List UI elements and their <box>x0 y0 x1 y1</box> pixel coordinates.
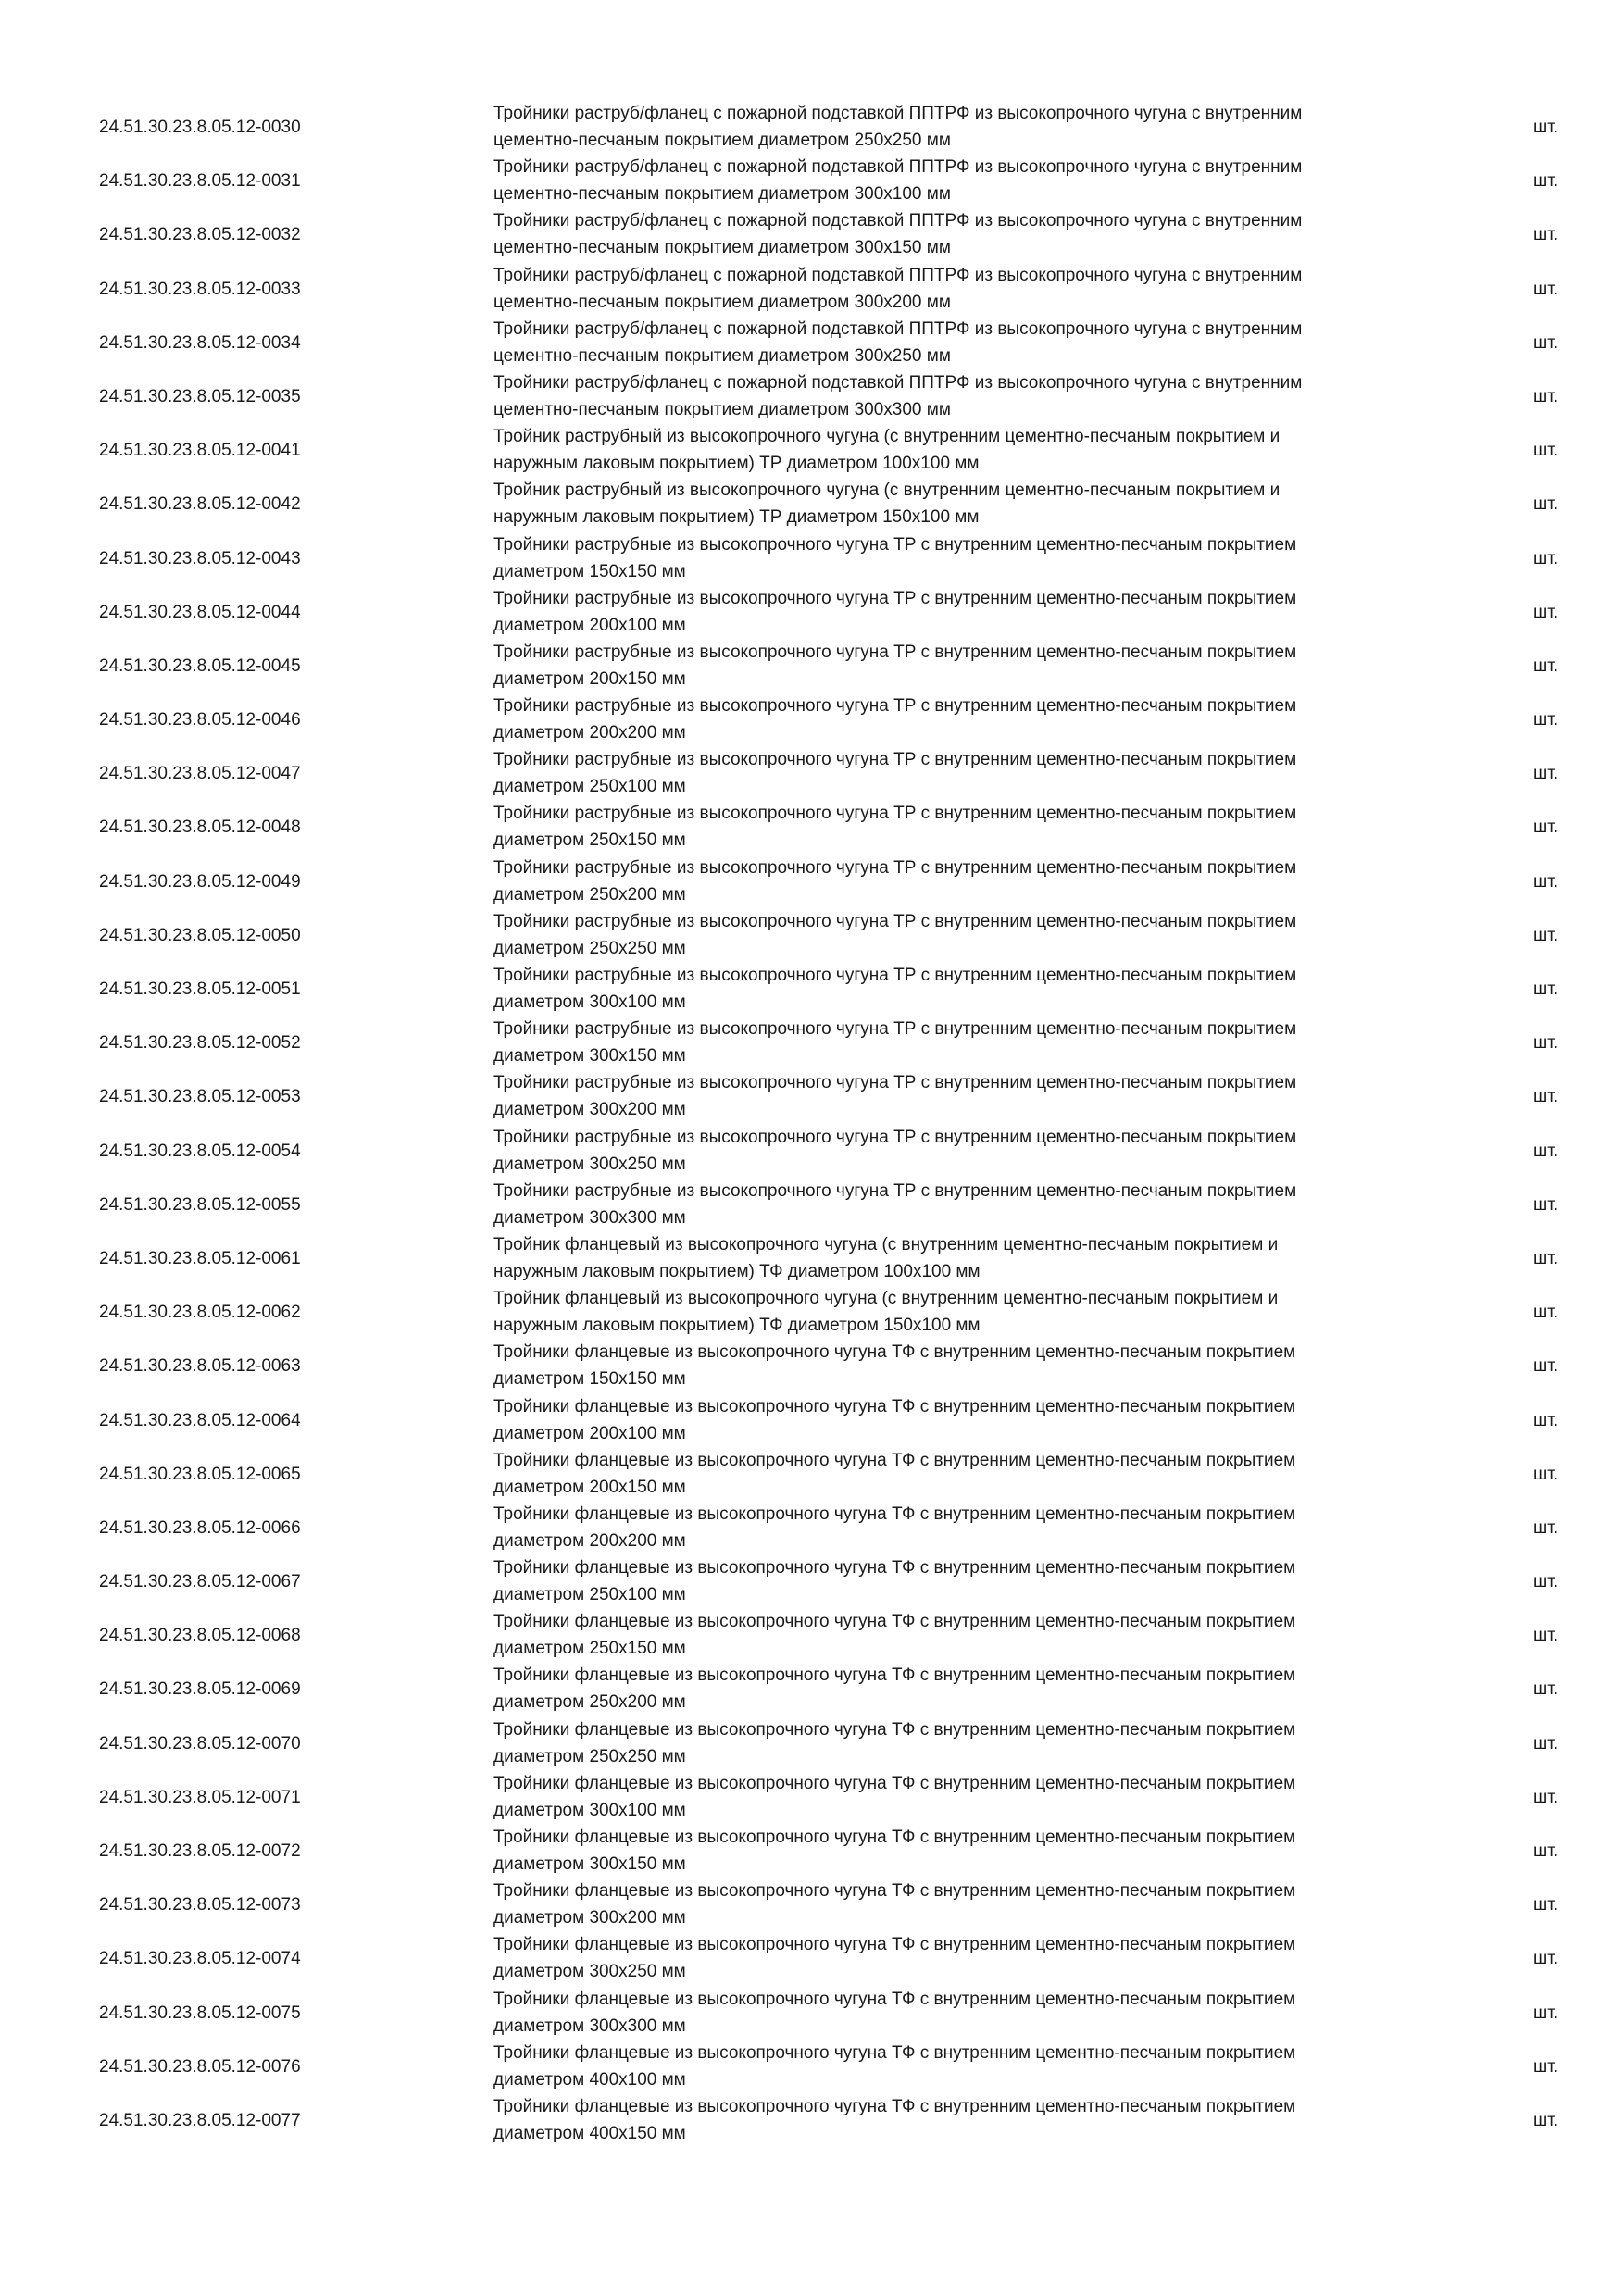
row-description-line-2: диаметром 250x250 мм <box>493 938 686 958</box>
row-description <box>493 1285 1456 1339</box>
row-unit: шт. <box>1533 494 1559 515</box>
row-unit: шт. <box>1533 548 1559 568</box>
row-code: 24.51.30.23.8.05.12-0034 <box>99 332 301 353</box>
row-unit: шт. <box>1533 871 1559 892</box>
row-description-line-2: диаметром 150x150 мм <box>493 1369 686 1390</box>
row-unit: шт. <box>1533 1464 1559 1484</box>
row-description <box>493 1608 1456 1662</box>
row-unit: шт. <box>1533 171 1559 192</box>
row-unit: шт. <box>1533 1787 1559 1807</box>
table-row <box>0 1339 1624 1392</box>
row-description <box>493 1824 1456 1878</box>
row-unit: шт. <box>1533 602 1559 622</box>
row-description-line-2: диаметром 400x100 мм <box>493 2069 686 2090</box>
row-description-line-2: наружным лаковым покрытием) ТР диаметром 100x100 мм <box>493 454 980 474</box>
row-description-line-1: Тройники раструбные из высокопрочного чугуна ТР с внутренним цементно-песчаным покрытием <box>493 534 1297 555</box>
row-description-line-2: цементно-песчаным покрытием диаметром 300x300 мм <box>493 399 951 419</box>
row-unit: шт. <box>1533 655 1559 676</box>
row-unit: шт. <box>1533 2056 1559 2077</box>
row-code: 24.51.30.23.8.05.12-0069 <box>99 1679 301 1700</box>
row-unit: шт. <box>1533 118 1559 137</box>
row-unit: шт. <box>1533 1248 1559 1268</box>
row-description <box>493 1393 1456 1447</box>
row-unit: шт. <box>1533 1841 1559 1861</box>
row-code: 24.51.30.23.8.05.12-0073 <box>99 1895 301 1915</box>
row-description-line-1: Тройник фланцевый из высокопрочного чугуна (с внутренним цементно-песчаным покрытием и <box>493 1289 1279 1309</box>
row-description-line-2: наружным лаковым покрытием) ТФ диаметром 150x100 мм <box>493 1316 981 1336</box>
table-row <box>0 1069 1624 1123</box>
row-unit: шт. <box>1533 980 1559 999</box>
table-row <box>0 477 1624 530</box>
row-code: 24.51.30.23.8.05.12-0065 <box>99 1464 301 1484</box>
row-code: 24.51.30.23.8.05.12-0049 <box>99 871 301 892</box>
row-code: 24.51.30.23.8.05.12-0064 <box>99 1410 301 1430</box>
row-description-line-1: Тройники раструбные из высокопрочного чугуна ТР с внутренним цементно-песчаным покрытием <box>493 966 1297 985</box>
row-description-line-1: Тройники фланцевые из высокопрочного чугуна ТФ с внутренним цементно-песчаным покрытием <box>493 1935 1296 1955</box>
table-row <box>0 1878 1624 1931</box>
row-code: 24.51.30.23.8.05.12-0044 <box>99 602 301 622</box>
row-description <box>493 154 1456 207</box>
row-description <box>493 1986 1456 2040</box>
row-description-line-1: Тройники фланцевые из высокопрочного чугуна ТФ с внутренним цементно-песчаным покрытием <box>493 1666 1296 1686</box>
row-unit: шт. <box>1533 1895 1559 1915</box>
row-code: 24.51.30.23.8.05.12-0035 <box>99 386 301 406</box>
row-description <box>493 369 1456 423</box>
row-code: 24.51.30.23.8.05.12-0075 <box>99 2003 301 2023</box>
row-description-line-1: Тройники фланцевые из высокопрочного чугуна ТФ с внутренним цементно-песчаным покрытием <box>493 2096 1296 2116</box>
row-description-line-1: Тройники раструбные из высокопрочного чугуна ТР с внутренним цементно-песчаным покрытием <box>493 857 1297 878</box>
row-description-line-2: диаметром 250x100 мм <box>493 1585 686 1605</box>
table-row <box>0 154 1624 207</box>
row-description-line-1: Тройники раструб/фланец с пожарной подставкой ППТРФ из высокопрочного чугуна с внутренним <box>493 265 1303 285</box>
table-row <box>0 1824 1624 1878</box>
row-description-line-1: Тройники раструбные из высокопрочного чугуна ТР с внутренним цементно-песчаным покрытием <box>493 750 1297 770</box>
row-unit: шт. <box>1533 2003 1559 2023</box>
row-description <box>493 2040 1456 2093</box>
table-row <box>0 585 1624 639</box>
table-row <box>0 1986 1624 2040</box>
row-description-line-1: Тройники фланцевые из высокопрочного чугуна ТФ с внутренним цементно-песчаным покрытием <box>493 1881 1296 1902</box>
row-description-line-1: Тройники раструбные из высокопрочного чугуна ТР с внутренним цементно-песчаным покрытием <box>493 1180 1297 1201</box>
row-code: 24.51.30.23.8.05.12-0061 <box>99 1248 301 1268</box>
row-code: 24.51.30.23.8.05.12-0052 <box>99 1033 301 1054</box>
row-description-line-2: диаметром 300x200 мм <box>493 1100 686 1120</box>
row-unit: шт. <box>1533 1572 1559 1592</box>
row-description-line-1: Тройники раструбные из высокопрочного чугуна ТР с внутренним цементно-песчаным покрытием <box>493 642 1297 662</box>
row-code: 24.51.30.23.8.05.12-0041 <box>99 441 301 461</box>
row-description-line-2: диаметром 300x300 мм <box>493 1207 686 1228</box>
row-description-line-1: Тройники раструбные из высокопрочного чугуна ТР с внутренним цементно-песчаным покрытием <box>493 1127 1297 1147</box>
row-unit: шт. <box>1533 1517 1559 1538</box>
row-description-line-2: диаметром 250x150 мм <box>493 1639 686 1659</box>
table-row <box>0 1501 1624 1554</box>
row-description-line-2: диаметром 250x150 мм <box>493 830 686 851</box>
row-description-line-1: Тройники раструб/фланец с пожарной подставкой ППТРФ из высокопрочного чугуна с внутренним <box>493 157 1303 178</box>
row-description <box>493 1554 1456 1608</box>
table-row <box>0 639 1624 693</box>
row-code: 24.51.30.23.8.05.12-0066 <box>99 1517 301 1538</box>
row-description-line-2: диаметром 200x150 мм <box>493 668 686 689</box>
row-description-line-2: диаметром 300x150 мм <box>493 1854 686 1874</box>
table-row <box>0 1178 1624 1231</box>
row-unit: шт. <box>1533 710 1559 730</box>
row-description-line-1: Тройники раструбные из высокопрочного чугуна ТР с внутренним цементно-песчаным покрытием <box>493 1073 1297 1093</box>
row-unit: шт. <box>1533 1141 1559 1161</box>
table-row <box>0 1554 1624 1608</box>
row-code: 24.51.30.23.8.05.12-0046 <box>99 710 301 730</box>
row-description <box>493 1770 1456 1824</box>
row-code: 24.51.30.23.8.05.12-0051 <box>99 980 301 999</box>
row-unit: шт. <box>1533 1679 1559 1700</box>
row-code: 24.51.30.23.8.05.12-0076 <box>99 2056 301 2077</box>
table-row <box>0 908 1624 962</box>
row-description-line-1: Тройники фланцевые из высокопрочного чугуна ТФ с внутренним цементно-песчаным покрытием <box>493 1396 1296 1416</box>
row-description <box>493 908 1456 962</box>
row-code: 24.51.30.23.8.05.12-0030 <box>99 118 301 137</box>
row-description-line-2: наружным лаковым покрытием) ТФ диаметром 100x100 мм <box>493 1261 981 1281</box>
row-description <box>493 262 1456 316</box>
row-description <box>493 477 1456 530</box>
row-description <box>493 962 1456 1016</box>
row-description-line-2: диаметром 200x100 мм <box>493 1423 686 1443</box>
row-code: 24.51.30.23.8.05.12-0068 <box>99 1626 301 1646</box>
row-description <box>493 100 1456 154</box>
row-unit: шт. <box>1533 1303 1559 1323</box>
row-unit: шт. <box>1533 386 1559 406</box>
row-description-line-1: Тройники фланцевые из высокопрочного чугуна ТФ с внутренним цементно-песчаным покрытием <box>493 1719 1296 1740</box>
row-description-line-1: Тройники фланцевые из высокопрочного чугуна ТФ с внутренним цементно-песчаным покрытием <box>493 1342 1296 1363</box>
row-code: 24.51.30.23.8.05.12-0031 <box>99 171 301 192</box>
row-description-line-2: цементно-песчаным покрытием диаметром 250x250 мм <box>493 131 951 150</box>
row-code: 24.51.30.23.8.05.12-0062 <box>99 1303 301 1323</box>
row-description-line-2: диаметром 250x200 мм <box>493 884 686 905</box>
row-description <box>493 1878 1456 1931</box>
table-row <box>0 262 1624 316</box>
table-row <box>0 1447 1624 1501</box>
row-description-line-1: Тройники фланцевые из высокопрочного чугуна ТФ с внутренним цементно-песчаным покрытием <box>493 1828 1296 1847</box>
row-code: 24.51.30.23.8.05.12-0074 <box>99 1949 301 1969</box>
row-unit: шт. <box>1533 1626 1559 1646</box>
row-description-line-1: Тройники раструб/фланец с пожарной подставкой ППТРФ из высокопрочного чугуна с внутренним <box>493 372 1303 393</box>
row-description-line-1: Тройники фланцевые из высокопрочного чугуна ТФ с внутренним цементно-песчаным покрытием <box>493 1989 1296 2009</box>
row-description <box>493 1447 1456 1501</box>
row-description <box>493 1124 1456 1178</box>
table-row <box>0 1608 1624 1662</box>
table-row <box>0 855 1624 908</box>
row-description-line-2: диаметром 300x100 мм <box>493 1800 686 1820</box>
row-description-line-2: диаметром 200x200 мм <box>493 723 686 743</box>
row-code: 24.51.30.23.8.05.12-0047 <box>99 764 301 784</box>
row-code: 24.51.30.23.8.05.12-0071 <box>99 1787 301 1807</box>
row-description-line-1: Тройники фланцевые из высокопрочного чугуна ТФ с внутренним цементно-песчаным покрытием <box>493 1558 1296 1578</box>
row-unit: шт. <box>1533 1194 1559 1215</box>
table-row <box>0 423 1624 477</box>
row-code: 24.51.30.23.8.05.12-0077 <box>99 2110 301 2130</box>
table-row <box>0 1231 1624 1285</box>
table-row <box>0 207 1624 261</box>
row-code: 24.51.30.23.8.05.12-0032 <box>99 225 301 245</box>
row-unit: шт. <box>1533 441 1559 461</box>
row-code: 24.51.30.23.8.05.12-0072 <box>99 1841 301 1861</box>
row-description-line-1: Тройник фланцевый из высокопрочного чугуна (с внутренним цементно-песчаным покрытием и <box>493 1234 1279 1254</box>
row-unit: шт. <box>1533 2110 1559 2130</box>
row-description <box>493 1339 1456 1392</box>
row-description-line-1: Тройники раструбные из высокопрочного чугуна ТР с внутренним цементно-песчаным покрытием <box>493 804 1297 824</box>
row-unit: шт. <box>1533 1033 1559 1054</box>
row-description-line-1: Тройники фланцевые из высокопрочного чугуна ТФ с внутренним цементно-песчаным покрытием <box>493 1450 1296 1470</box>
row-description-line-1: Тройник раструбный из высокопрочного чугуна (с внутренним цементно-песчаным покрытием и <box>493 480 1280 501</box>
row-description-line-2: диаметром 200x100 мм <box>493 615 686 635</box>
row-description <box>493 1716 1456 1770</box>
row-description-line-1: Тройники раструб/фланец с пожарной подставкой ППТРФ из высокопрочного чугуна с внутренним <box>493 318 1303 339</box>
row-description-line-2: диаметром 400x150 мм <box>493 2123 686 2143</box>
table-row <box>0 693 1624 746</box>
row-description <box>493 316 1456 369</box>
row-description <box>493 207 1456 261</box>
row-description-line-2: цементно-песчаным покрытием диаметром 300x250 мм <box>493 345 951 366</box>
row-unit: шт. <box>1533 925 1559 945</box>
row-description-line-1: Тройники раструб/фланец с пожарной подставкой ППТРФ из высокопрочного чугуна с внутренним <box>493 211 1303 231</box>
table-row <box>0 1770 1624 1824</box>
row-unit: шт. <box>1533 332 1559 353</box>
row-description-line-2: диаметром 300x250 мм <box>493 1962 686 1982</box>
row-description-line-1: Тройники фланцевые из высокопрочного чугуна ТФ с внутренним цементно-песчаным покрытием <box>493 1504 1296 1524</box>
row-description-line-1: Тройники раструбные из высокопрочного чугуна ТР с внутренним цементно-песчаным покрытием <box>493 1019 1297 1040</box>
table-row <box>0 1124 1624 1178</box>
row-description <box>493 585 1456 639</box>
row-unit: шт. <box>1533 1356 1559 1377</box>
row-code: 24.51.30.23.8.05.12-0050 <box>99 925 301 945</box>
row-unit: шт. <box>1533 279 1559 299</box>
row-description <box>493 1016 1456 1069</box>
row-description <box>493 1662 1456 1716</box>
row-unit: шт. <box>1533 817 1559 838</box>
row-description-line-1: Тройник раструбный из высокопрочного чугуна (с внутренним цементно-песчаным покрытием и <box>493 427 1280 447</box>
row-description <box>493 1178 1456 1231</box>
table-row <box>0 1393 1624 1447</box>
row-code: 24.51.30.23.8.05.12-0063 <box>99 1356 301 1377</box>
row-description-line-2: цементно-песчаным покрытием диаметром 300x200 мм <box>493 292 951 312</box>
row-description-line-2: диаметром 200x150 мм <box>493 1477 686 1497</box>
row-unit: шт. <box>1533 1087 1559 1107</box>
table-row <box>0 2040 1624 2093</box>
table-row <box>0 1716 1624 1770</box>
row-description <box>493 423 1456 477</box>
row-description <box>493 855 1456 908</box>
row-description-line-1: Тройники раструбные из высокопрочного чугуна ТР с внутренним цементно-песчаным покрытием <box>493 696 1297 717</box>
table-row <box>0 1285 1624 1339</box>
row-description-line-2: диаметром 250x100 мм <box>493 777 686 797</box>
row-description-line-1: Тройники фланцевые из высокопрочного чугуна ТФ с внутренним цементно-песчаным покрытием <box>493 1773 1296 1793</box>
row-description-line-2: цементно-песчаным покрытием диаметром 300x150 мм <box>493 238 951 258</box>
row-code: 24.51.30.23.8.05.12-0067 <box>99 1572 301 1592</box>
table-row <box>0 2093 1624 2147</box>
row-description-line-2: диаметром 300x300 мм <box>493 2015 686 2036</box>
row-description-line-2: наружным лаковым покрытием) ТР диаметром 150x100 мм <box>493 507 980 528</box>
table-row <box>0 800 1624 854</box>
row-unit: шт. <box>1533 1410 1559 1430</box>
row-code: 24.51.30.23.8.05.12-0045 <box>99 655 301 676</box>
table-row <box>0 531 1624 585</box>
price-table <box>0 100 1624 2147</box>
row-description-line-1: Тройники фланцевые из высокопрочного чугуна ТФ с внутренним цементно-песчаным покрытием <box>493 2042 1296 2063</box>
row-description <box>493 1501 1456 1554</box>
row-description-line-2: диаметром 200x200 мм <box>493 1530 686 1551</box>
row-description-line-2: диаметром 300x200 мм <box>493 1908 686 1928</box>
row-description <box>493 639 1456 693</box>
row-code: 24.51.30.23.8.05.12-0055 <box>99 1194 301 1215</box>
row-code: 24.51.30.23.8.05.12-0053 <box>99 1087 301 1107</box>
row-code: 24.51.30.23.8.05.12-0042 <box>99 494 301 515</box>
row-unit: шт. <box>1533 1949 1559 1969</box>
row-code: 24.51.30.23.8.05.12-0054 <box>99 1141 301 1161</box>
row-description <box>493 1231 1456 1285</box>
row-unit: шт. <box>1533 1733 1559 1753</box>
row-description-line-1: Тройники раструбные из высокопрочного чугуна ТР с внутренним цементно-песчаным покрытием <box>493 911 1297 931</box>
table-row <box>0 1662 1624 1716</box>
table-row <box>0 316 1624 369</box>
row-unit: шт. <box>1533 764 1559 784</box>
table-row <box>0 369 1624 423</box>
row-code: 24.51.30.23.8.05.12-0043 <box>99 548 301 568</box>
row-description <box>493 1931 1456 1985</box>
row-description-line-2: диаметром 250x200 мм <box>493 1692 686 1713</box>
row-description-line-2: цементно-песчаным покрытием диаметром 300x100 мм <box>493 184 951 205</box>
row-description-line-1: Тройники раструб/фланец с пожарной подставкой ППТРФ из высокопрочного чугуна с внутренним <box>493 104 1303 123</box>
row-description <box>493 693 1456 746</box>
table-row <box>0 1016 1624 1069</box>
row-description <box>493 746 1456 800</box>
row-code: 24.51.30.23.8.05.12-0048 <box>99 817 301 838</box>
row-unit: шт. <box>1533 225 1559 245</box>
row-description-line-2: диаметром 300x150 мм <box>493 1046 686 1067</box>
row-description-line-2: диаметром 150x150 мм <box>493 561 686 581</box>
row-description <box>493 1069 1456 1123</box>
row-code: 24.51.30.23.8.05.12-0070 <box>99 1733 301 1753</box>
row-description-line-1: Тройники раструбные из высокопрочного чугуна ТР с внутренним цементно-песчаным покрытием <box>493 588 1297 608</box>
row-description-line-1: Тройники фланцевые из высокопрочного чугуна ТФ с внутренним цементно-песчаным покрытием <box>493 1612 1296 1632</box>
row-description <box>493 531 1456 585</box>
table-row <box>0 100 1624 154</box>
row-description-line-2: диаметром 300x100 мм <box>493 992 686 1012</box>
table-row <box>0 1931 1624 1985</box>
row-description <box>493 800 1456 854</box>
table-row <box>0 962 1624 1016</box>
table-row <box>0 746 1624 800</box>
row-code: 24.51.30.23.8.05.12-0033 <box>99 279 301 299</box>
row-description-line-2: диаметром 300x250 мм <box>493 1154 686 1174</box>
row-description <box>493 2093 1456 2147</box>
row-description-line-2: диаметром 250x250 мм <box>493 1746 686 1766</box>
